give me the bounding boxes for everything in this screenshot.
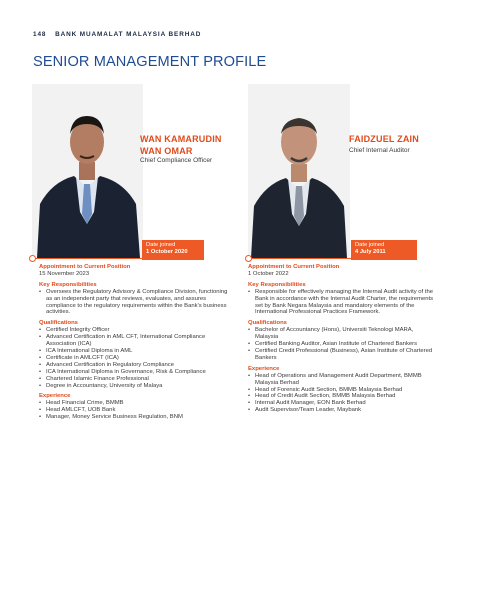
profile-2-date-joined: [351, 240, 417, 260]
list-item: • Certified Credit Professional (Business), Asian Institute of Chartered Bankers: [248, 348, 438, 362]
profile-2-role: Chief Internal Auditor: [349, 147, 410, 154]
list-item: • Head of Credit Audit Section, BMMB Malaysia Berhad: [248, 393, 438, 400]
section-label: Experience: [248, 365, 280, 372]
date-joined-value: 1 October 2020: [146, 249, 188, 255]
qualifications-section: [39, 320, 229, 389]
profile-1-details: [39, 264, 229, 421]
portrait-photo-1: [32, 84, 143, 258]
list-item: • ICA International Diploma in AML: [39, 348, 229, 355]
responsibilities-section: [39, 282, 229, 317]
list-item: • Advanced Certification in AML CFT, International Compliance Association (ICA): [39, 334, 229, 348]
page-number: 148: [33, 31, 47, 38]
divider-line: [32, 258, 196, 259]
date-joined-label: Date joined: [355, 242, 385, 248]
list-item: • Certificate in AMLCFT (ICA): [39, 355, 229, 362]
section-label: Key Responsibilities: [248, 281, 306, 288]
list-item: • Degree in Accountancy, University of Malaya: [39, 383, 229, 390]
appointment-section: [39, 264, 229, 278]
appointment-section: [248, 264, 438, 278]
section-label: Experience: [39, 393, 71, 400]
qualifications-section: [248, 320, 438, 361]
profile-2-name-line1: FAIDZUEL ZAIN: [349, 134, 419, 144]
divider-line: [248, 258, 409, 259]
date-joined-label: Date joined: [146, 242, 176, 248]
portrait-photo-2: [248, 84, 350, 258]
list-item: • Internal Audit Manager, EON Bank Berhad: [248, 400, 438, 407]
profile-1-date-joined: [142, 240, 204, 260]
list-item: • Head Financial Crime, BMMB: [39, 400, 229, 407]
profile-1-role: Chief Compliance Officer: [140, 157, 213, 164]
section-label: Key Responsibilities: [39, 281, 97, 288]
responsibilities-section: [248, 282, 438, 317]
list-item: • Head of Operations and Management Audit Department, BMMB Malaysia Berhad: [248, 373, 438, 387]
list-item: • Bachelor of Accountancy (Hons), Universiti Teknologi MARA, Malaysia: [248, 327, 438, 341]
section-label: Qualifications: [248, 320, 287, 327]
section-label: Appointment to Current Position: [248, 264, 340, 270]
page-title: SENIOR MANAGEMENT PROFILE: [33, 54, 267, 70]
date-joined-value: 4 July 2011: [355, 249, 386, 255]
list-item: • Chartered Islamic Finance Professional: [39, 376, 229, 383]
list-item: • Head AMLCFT, UOB Bank: [39, 407, 229, 414]
list-item: • Manager, Money Service Business Regulation, BNM: [39, 414, 229, 421]
appointment-date: 1 October 2022: [248, 270, 289, 277]
profile-1-name-line1: WAN KAMARUDIN: [140, 134, 222, 144]
divider-dot: [29, 255, 36, 262]
section-label: Appointment to Current Position: [39, 264, 131, 270]
list-item: • Head of Forensic Audit Section, BMMB Malaysia Berhad: [248, 387, 438, 394]
list-item: • Responsible for effectively managing the Internal Audit activity of the Bank in accordance with the Internal Audit Charter, the requirements set by Bank Negara Malaysia and mandatory elements of the International Professional Practices Framework.: [248, 289, 438, 317]
org-name: BANK MUAMALAT MALAYSIA BERHAD: [55, 31, 202, 38]
list-item: • Advanced Certification in Regulatory Compliance: [39, 362, 229, 369]
profile-1-name: [140, 133, 222, 157]
profile-2-details: [248, 264, 438, 414]
divider-dot: [245, 255, 252, 262]
appointment-date: 15 November 2023: [39, 270, 90, 277]
experience-section: [248, 366, 438, 414]
list-item: • ICA International Diploma in Governance, Risk & Compliance: [39, 369, 229, 376]
section-label: Qualifications: [39, 320, 78, 327]
list-item: • Certified Banking Auditor, Asian Institute of Chartered Bankers: [248, 341, 438, 348]
page-header: [33, 31, 201, 38]
profile-2-name: [349, 133, 419, 145]
list-item: • Oversees the Regulatory Advisory & Compliance Division, functioning as an independent party that reviews, evaluates, and assures compliance to the regulatory requirements within the Bank's business activities.: [39, 289, 229, 317]
list-item: • Certified Integrity Officer: [39, 327, 229, 334]
list-item: • Audit Supervisor/Team Leader, Maybank: [248, 407, 438, 414]
profile-1-name-line2: WAN OMAR: [140, 146, 193, 156]
experience-section: [39, 393, 229, 421]
